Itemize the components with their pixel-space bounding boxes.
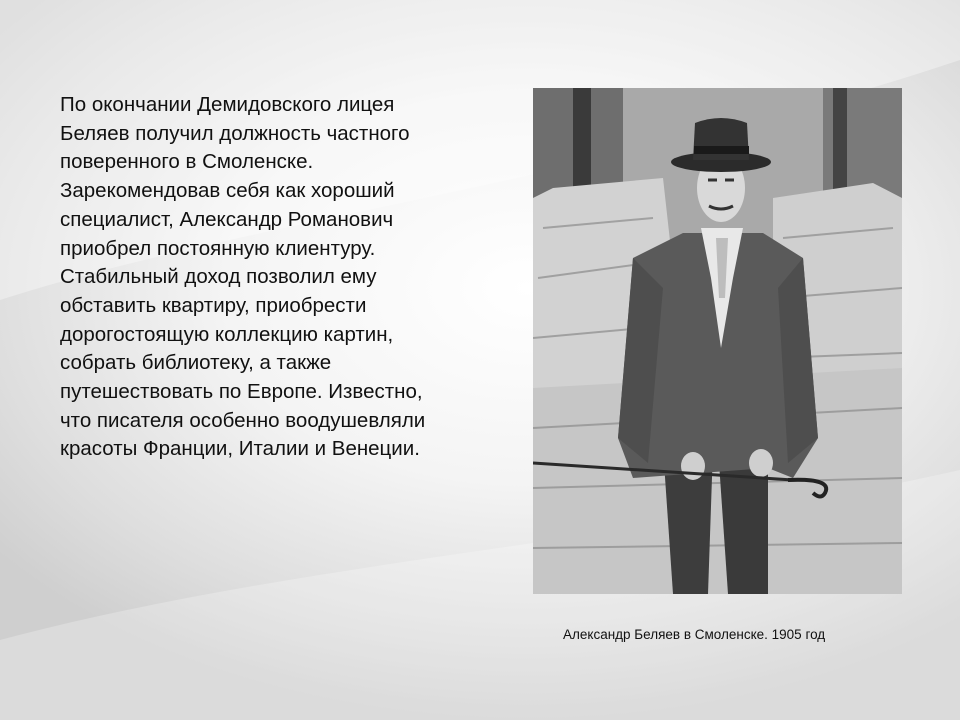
portrait-photo — [533, 88, 902, 594]
slide-body-text: По окончании Демидовского лицея Беляев получил должность частного поверенного в Смоленске. Зарекомендовав себя как хороший специалист, Александр Романович приобрел постоянную клиентуру. Стабильный доход позволил ему обставить квартиру, приобрести дорогостоящую коллекцию картин, собрать библиотеку, а также путешествовать по Европе. Известно, что писателя особенно воодушевляли красоты Франции, Италии и Венеции. — [60, 93, 426, 461]
photo-caption: Александр Беляев в Смоленске. 1905 год — [563, 627, 826, 642]
